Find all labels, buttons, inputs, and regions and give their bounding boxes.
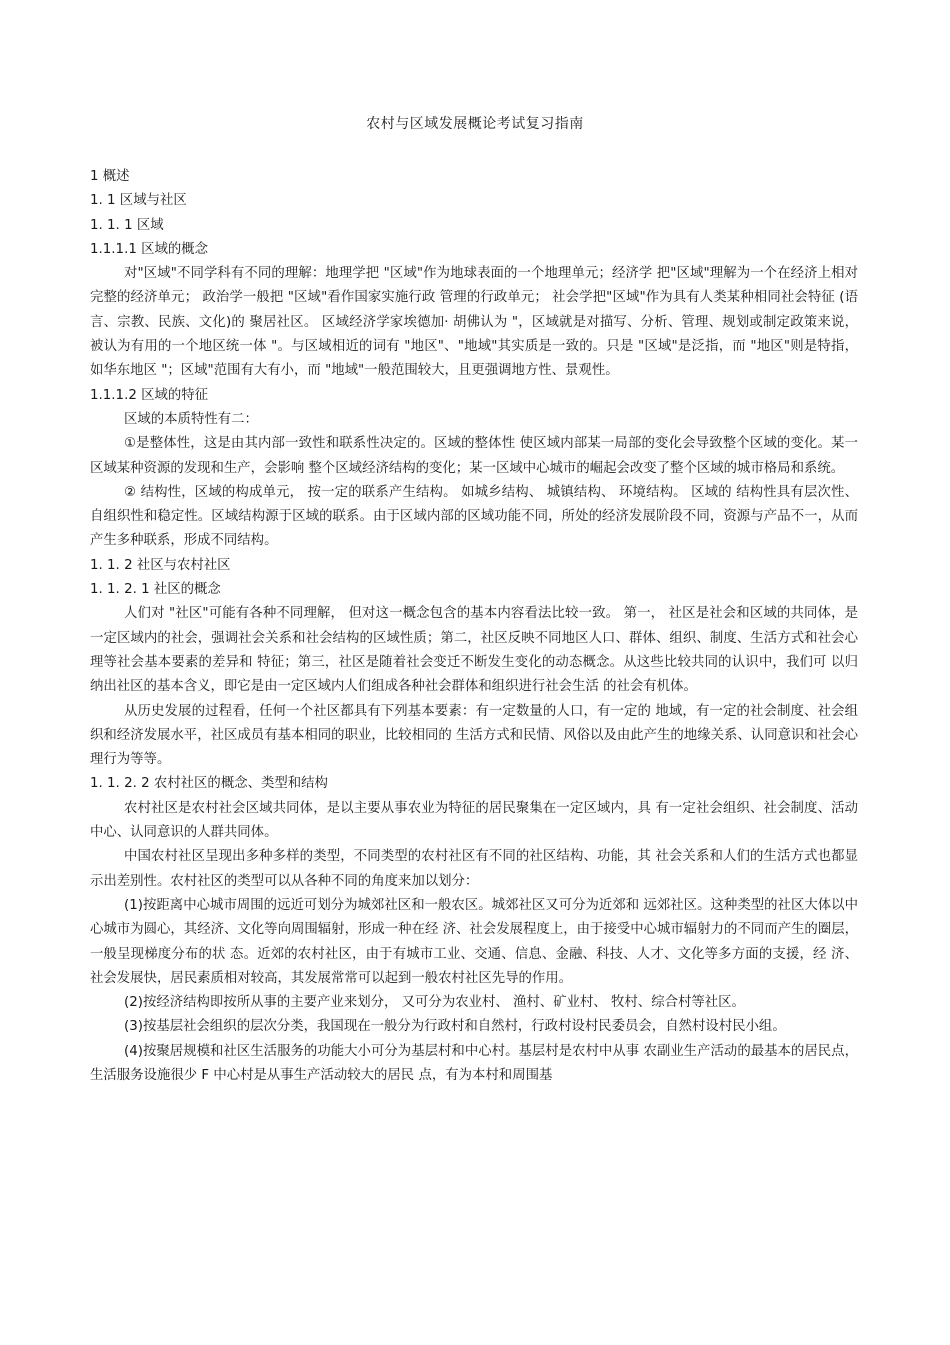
paragraph-rural-community-2: 中国农村社区呈现出多种多样的类型，不同类型的农村社区有不同的社区结构、功能，其 社会关系和人们的生活方式也都显示出差别性。农村社区的类型可以从各种不同的角度来加以划分：: [90, 849, 858, 889]
paragraph-region-features-intro: 区域的本质特性有二：: [124, 411, 258, 427]
paragraph-type-1: (1)按距离中心城市周围的远近可划分为城郊社区和一般农区。城郊社区又可分为近郊和 远郊社区。这种类型的社区大体以中心城市为圆心，其经济、文化等向周围辐射，形成一种在经 济、社会发展程度上，由于接受中心城市辐射力的不同而产生的圈层，一般呈现梯度分布的状 态。近郊的农村社区，由于有城市工业、交通、信息、金融、科技、人才、文化等多方面的支援，经 济、社会发展快，居民素质相对较高，其发展常常可以起到一般农村社区先导的作用。: [90, 897, 858, 986]
paragraph-region-feature-2: ② 结构性，区域的构成单元， 按一定的联系产生结构。 如城乡结构、 城镇结构、 环境结构。 区域的 结构性具有层次性、自组织性和稳定性。区域结构源于区域的联系。由于区域内部的区域功能不同，所处的经济发展阶段不同，资源与产品不一，从而产生多种联系，形成不同结构。: [90, 484, 858, 549]
heading-1-1-1: 1. 1. 1 区域: [90, 217, 164, 233]
paragraph-community-concept-2: 从历史发展的过程看，任何一个社区都具有下列基本要素：有一定数量的人口，有一定的 地域，有一定的社会制度、社会组织和经济发展水平，社区成员有基本相同的职业，比较相同的 生活方式和民情、风俗以及由此产生的地缘关系、认同意识和社会心理行为等等。: [90, 703, 858, 768]
heading-1-1: 1. 1 区域与社区: [90, 193, 187, 209]
paragraph-type-2: (2)按经济结构即按所从事的主要产业来划分， 又可分为农业村、 渔村、矿业村、 牧村、综合村等社区。: [124, 995, 745, 1011]
document-title: 农村与区域发展概论考试复习指南: [366, 116, 584, 132]
paragraph-rural-community-1: 农村社区是农村社会区域共同体，是以主要从事农业为特征的居民聚集在一定区域内，具 有一定社会组织、社会制度、活动中心、认同意识的人群共同体。: [90, 800, 858, 841]
heading-1-1-1-2: 1.1.1.2 区域的特征: [90, 387, 209, 403]
heading-1-1-1-1: 1.1.1.1 区域的概念: [90, 241, 209, 257]
heading-1-1-2-1: 1. 1. 2. 1 社区的概念: [90, 582, 221, 598]
paragraph-type-4: (4)按聚居规模和社区生活服务的功能大小可分为基层村和中心村。基层村是农村中从事 农副业生产活动的最基本的居民点，生活服务设施很少 F 中心村是从事生产活动较大的居民 点，有为本村和周围基: [90, 1043, 858, 1083]
heading-1-1-2-2: 1. 1. 2. 2 农村社区的概念、类型和结构: [90, 776, 328, 792]
heading-1: 1 概述: [90, 169, 130, 184]
document-body: [90, 165, 858, 1088]
paragraph-region-feature-1: ①是整体性，这是由其内部一致性和联系性决定的。区域的整体性 使区域内部某一局部的变化会导致整个区域的变化。某一区域某种资源的发现和生产，会影响 整个区域经济结构的变化；某一区域中心城市的崛起会改变了整个区域的城市格局和系统。: [90, 436, 858, 476]
paragraph-region-concept: 对"区域"不同学科有不同的理解：地理学把 "区域"作为地球表面的一个地理单元；经济学 把"区域"理解为一个在经济上相对完整的经济单元； 政治学一般把 "区域"看作国家实施行政 管理的行政单元； 社会学把"区域"作为具有人类某种相同社会特征 (语言、宗教、民族、文化)的 聚居社区。 区域经济学家埃德加· 胡佛认为 "，区域就是对描写、分析、管理、规划或制定政策来说，被认为有用的一个地区统一体 "。与区域相近的词有 "地区"、"地域"其实质是一致的。只是 "区域"是泛指，而 "地区"则是特指，如华东地区 "；区域"范围有大有小，而 "地域"一般范围较大，且更强调地方性、景观性。: [90, 266, 858, 379]
paragraph-community-concept-1: 人们对 "社区"可能有各种不同理解， 但对这一概念包含的基本内容看法比较一致。 第一， 社区是社会和区域的共同体，是一定区域内的社会，强调社会关系和社会结构的区域性质；第二，社区反映不同地区人口、群体、组织、制度、生活方式和社会心理等社会基本要素的差异和 特征；第三，社区是随着社会变迁不断发生变化的动态概念。从这些比较共同的认识中，我们可 以归纳出社区的基本含义，即它是由一定区域内人们组成各种社会群体和组织进行社会生活 的社会有机体。: [90, 606, 858, 695]
heading-1-1-2: 1. 1. 2 社区与农村社区: [90, 557, 231, 573]
paragraph-type-3: (3)按基层社会组织的层次分类，我国现在一般分为行政村和自然村，行政村设村民委员会，自然村设村民小组。: [124, 1019, 786, 1035]
